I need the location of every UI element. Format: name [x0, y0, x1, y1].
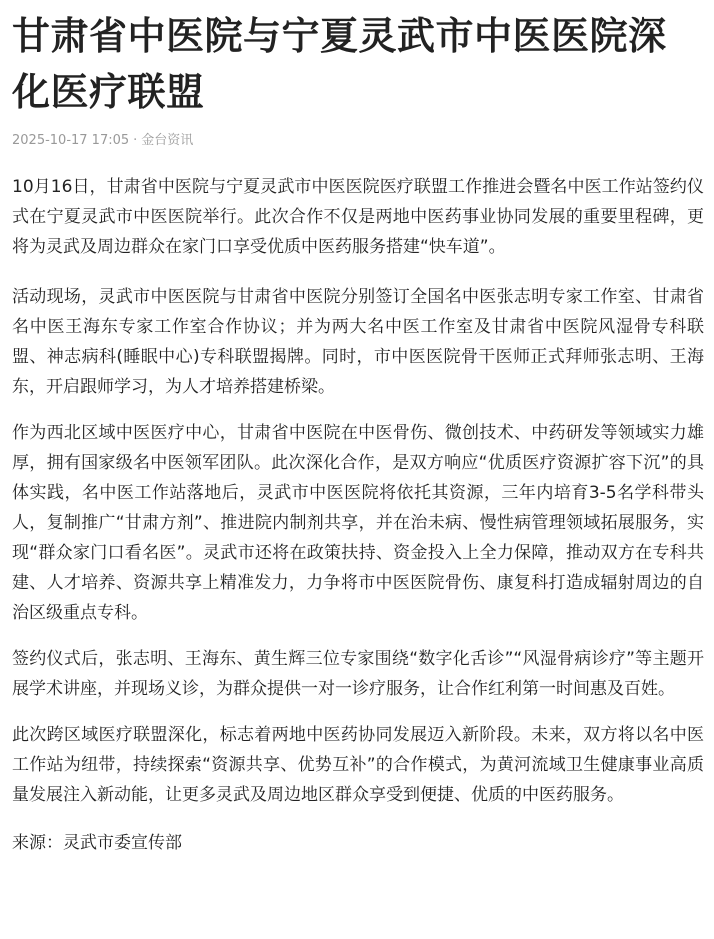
meta-separator: ·	[133, 133, 138, 148]
article-paragraph: 活动现场，灵武市中医医院与甘肃省中医院分别签订全国名中医张志明专家工作室、甘肃省名中医王海东专家工作室合作协议；并为两大名中医工作室及甘肃省中医院风湿骨专科联盟、神志病科(睡眠中心)专科联盟揭牌。同时，市中医医院骨干医师正式拜师张志明、王海东，开启跟师学习，为人才培养搭建桥梁。	[12, 287, 704, 397]
article-paragraph: 10月16日，甘肃省中医院与宁夏灵武市中医医院医疗联盟工作推进会暨名中医工作站签约仪式在宁夏灵武市中医医院举行。此次合作不仅是两地中医药事业协同发展的重要里程碑，更将为灵武及周边群众在家门口享受优质中医药服务搭建“快车道”。	[12, 177, 704, 257]
publisher-name: 金台资讯	[141, 133, 194, 148]
article-paragraph: 此次跨区域医疗联盟深化，标志着两地中医药协同发展迈入新阶段。未来，双方将以名中医工作站为纽带，持续探索“资源共享、优势互补”的合作模式，为黄河流域卫生健康事业高质量发展注入新动能，让更多灵武及周边地区群众享受到便捷、优质的中医药服务。	[12, 725, 704, 805]
article-body	[12, 172, 704, 810]
publish-date: 2025-10-17 17:05	[12, 133, 130, 148]
article-paragraph: 签约仪式后，张志明、王海东、黄生辉三位专家围绕“数字化舌诊”“风湿骨病诊疗”等主题开展学术讲座，并现场义诊，为群众提供一对一诊疗服务，让合作红利第一时间惠及百姓。	[12, 649, 704, 699]
article-paragraph: 作为西北区域中医医疗中心，甘肃省中医院在中医骨伤、微创技术、中药研发等领域实力雄厚，拥有国家级名中医领军团队。此次深化合作，是双方响应“优质医疗资源扩容下沉”的具体实践，名中医工作站落地后，灵武市中医医院将依托其资源，三年内培育3-5名学科带头人，复制推广“甘肃方剂”、推进院内制剂共享，并在治未病、慢性病管理领域拓展服务，实现“群众家门口看名医”。灵武市还将在政策扶持、资金投入上全力保障，推动双方在专科共建、人才培养、资源共享上精准发力，力争将市中医医院骨伤、康复科打造成辐射周边的自治区级重点专科。	[12, 423, 704, 623]
article-source: 来源：灵武市委宣传部	[12, 833, 182, 853]
article-meta	[12, 132, 704, 150]
article-title: 甘肃省中医院与宁夏灵武市中医医院深化医疗联盟	[12, 14, 667, 114]
